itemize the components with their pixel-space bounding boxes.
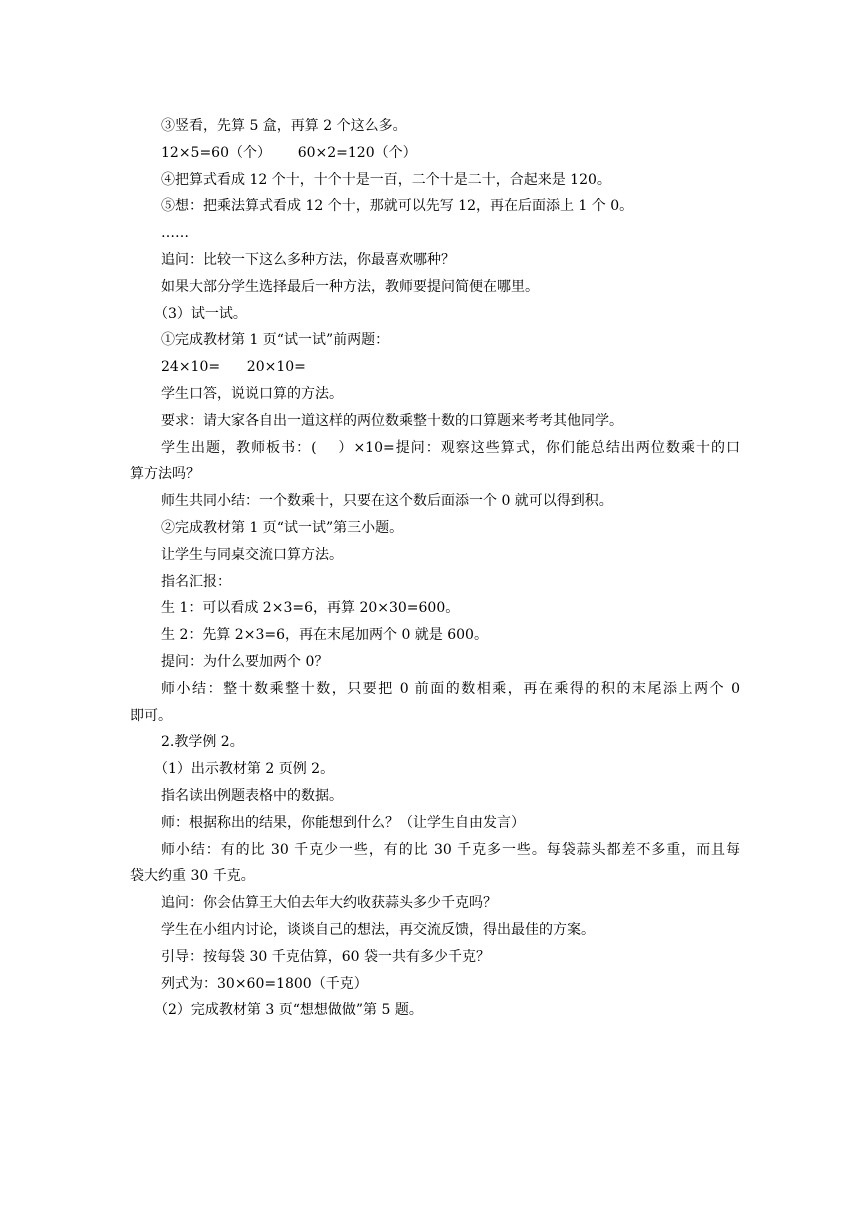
paragraph-line: 12×5=60（个） 60×2=120（个） xyxy=(161,144,417,161)
paragraph-line: ③竖看，先算 5 盒，再算 2 个这么多。 xyxy=(161,118,407,134)
paragraph-line: 学生口答，说说口算的方法。 xyxy=(161,385,343,402)
paragraph-line: 即可。 xyxy=(130,707,172,724)
paragraph-line: 要求：请大家各自出一道这样的两位数乘整十数的口算题来考考其他同学。 xyxy=(161,412,623,429)
paragraph-line: 提问：为什么要加两个 0？ xyxy=(161,653,329,670)
section-heading: 2.教学例 2。 xyxy=(161,734,244,751)
paragraph-line: ①完成教材第 1 页“试一试”前两题： xyxy=(161,332,390,349)
paragraph-line: 追问：你会估算王大伯去年大约收获蒜头多少千克吗？ xyxy=(161,895,497,912)
paragraph-line: 生 2：先算 2×3=6，再在末尾加两个 0 就是 600。 xyxy=(161,627,488,644)
paragraph-line: 引导：按每袋 30 千克估算，60 袋一共有多少千克？ xyxy=(161,948,490,965)
paragraph-line: 24×10= 20×10= xyxy=(161,359,306,376)
section-heading: （2）完成教材第 3 页“想想做做”第 5 题。 xyxy=(154,1002,423,1019)
paragraph-line: 追问：比较一下这么多种方法，你最喜欢哪种？ xyxy=(161,251,455,268)
document-body xyxy=(130,113,740,1024)
paragraph-line: 师生共同小结：一个数乘十，只要在这个数后面添一个 0 就可以得到积。 xyxy=(161,493,613,510)
paragraph-line: 学生出题，教师板书：( ）×10=提问：观察这些算式，你们能总结出两位数乘十的口 xyxy=(161,439,740,456)
paragraph-line: 师小结：整十数乘整十数，只要把 0 前面的数相乘，再在乘得的积的末尾添上两个 0 xyxy=(161,680,740,697)
paragraph-line: 师小结：有的比 30 千克少一些，有的比 30 千克多一些。每袋蒜头都差不多重，而且每 xyxy=(161,841,740,858)
paragraph-line: 让学生与同桌交流口算方法。 xyxy=(161,546,343,563)
paragraph-line: ④把算式看成 12 个十，十个十是一百，二个十是二十，合起来是 120。 xyxy=(161,171,611,188)
paragraph-line: 生 1：可以看成 2×3=6，再算 20×30=600。 xyxy=(161,600,460,617)
paragraph-line: 师：根据称出的结果，你能想到什么？（让学生自由发言） xyxy=(161,814,525,831)
paragraph-line: 袋大约重 30 千克。 xyxy=(130,868,255,885)
section-heading: （1）出示教材第 2 页例 2。 xyxy=(154,761,335,778)
paragraph-line: 指名读出例题表格中的数据。 xyxy=(161,787,343,804)
section-heading: （3）试一试。 xyxy=(154,305,247,322)
paragraph-line: 学生在小组内讨论，谈谈自己的想法，再交流反馈，得出最佳的方案。 xyxy=(161,921,595,938)
paragraph-line: 指名汇报： xyxy=(161,573,231,590)
paragraph-line: 算方法吗？ xyxy=(130,466,200,483)
paragraph-line: …… xyxy=(161,225,189,242)
paragraph-line: 如果大部分学生选择最后一种方法，教师要提问简便在哪里。 xyxy=(161,278,539,295)
paragraph-line: 列式为：30×60=1800（千克） xyxy=(161,975,368,992)
paragraph-line: ⑤想：把乘法算式看成 12 个十，那就可以先写 12，再在后面添上 1 个 0。 xyxy=(161,198,634,215)
paragraph-line: ②完成教材第 1 页“试一试”第三小题。 xyxy=(161,519,404,536)
